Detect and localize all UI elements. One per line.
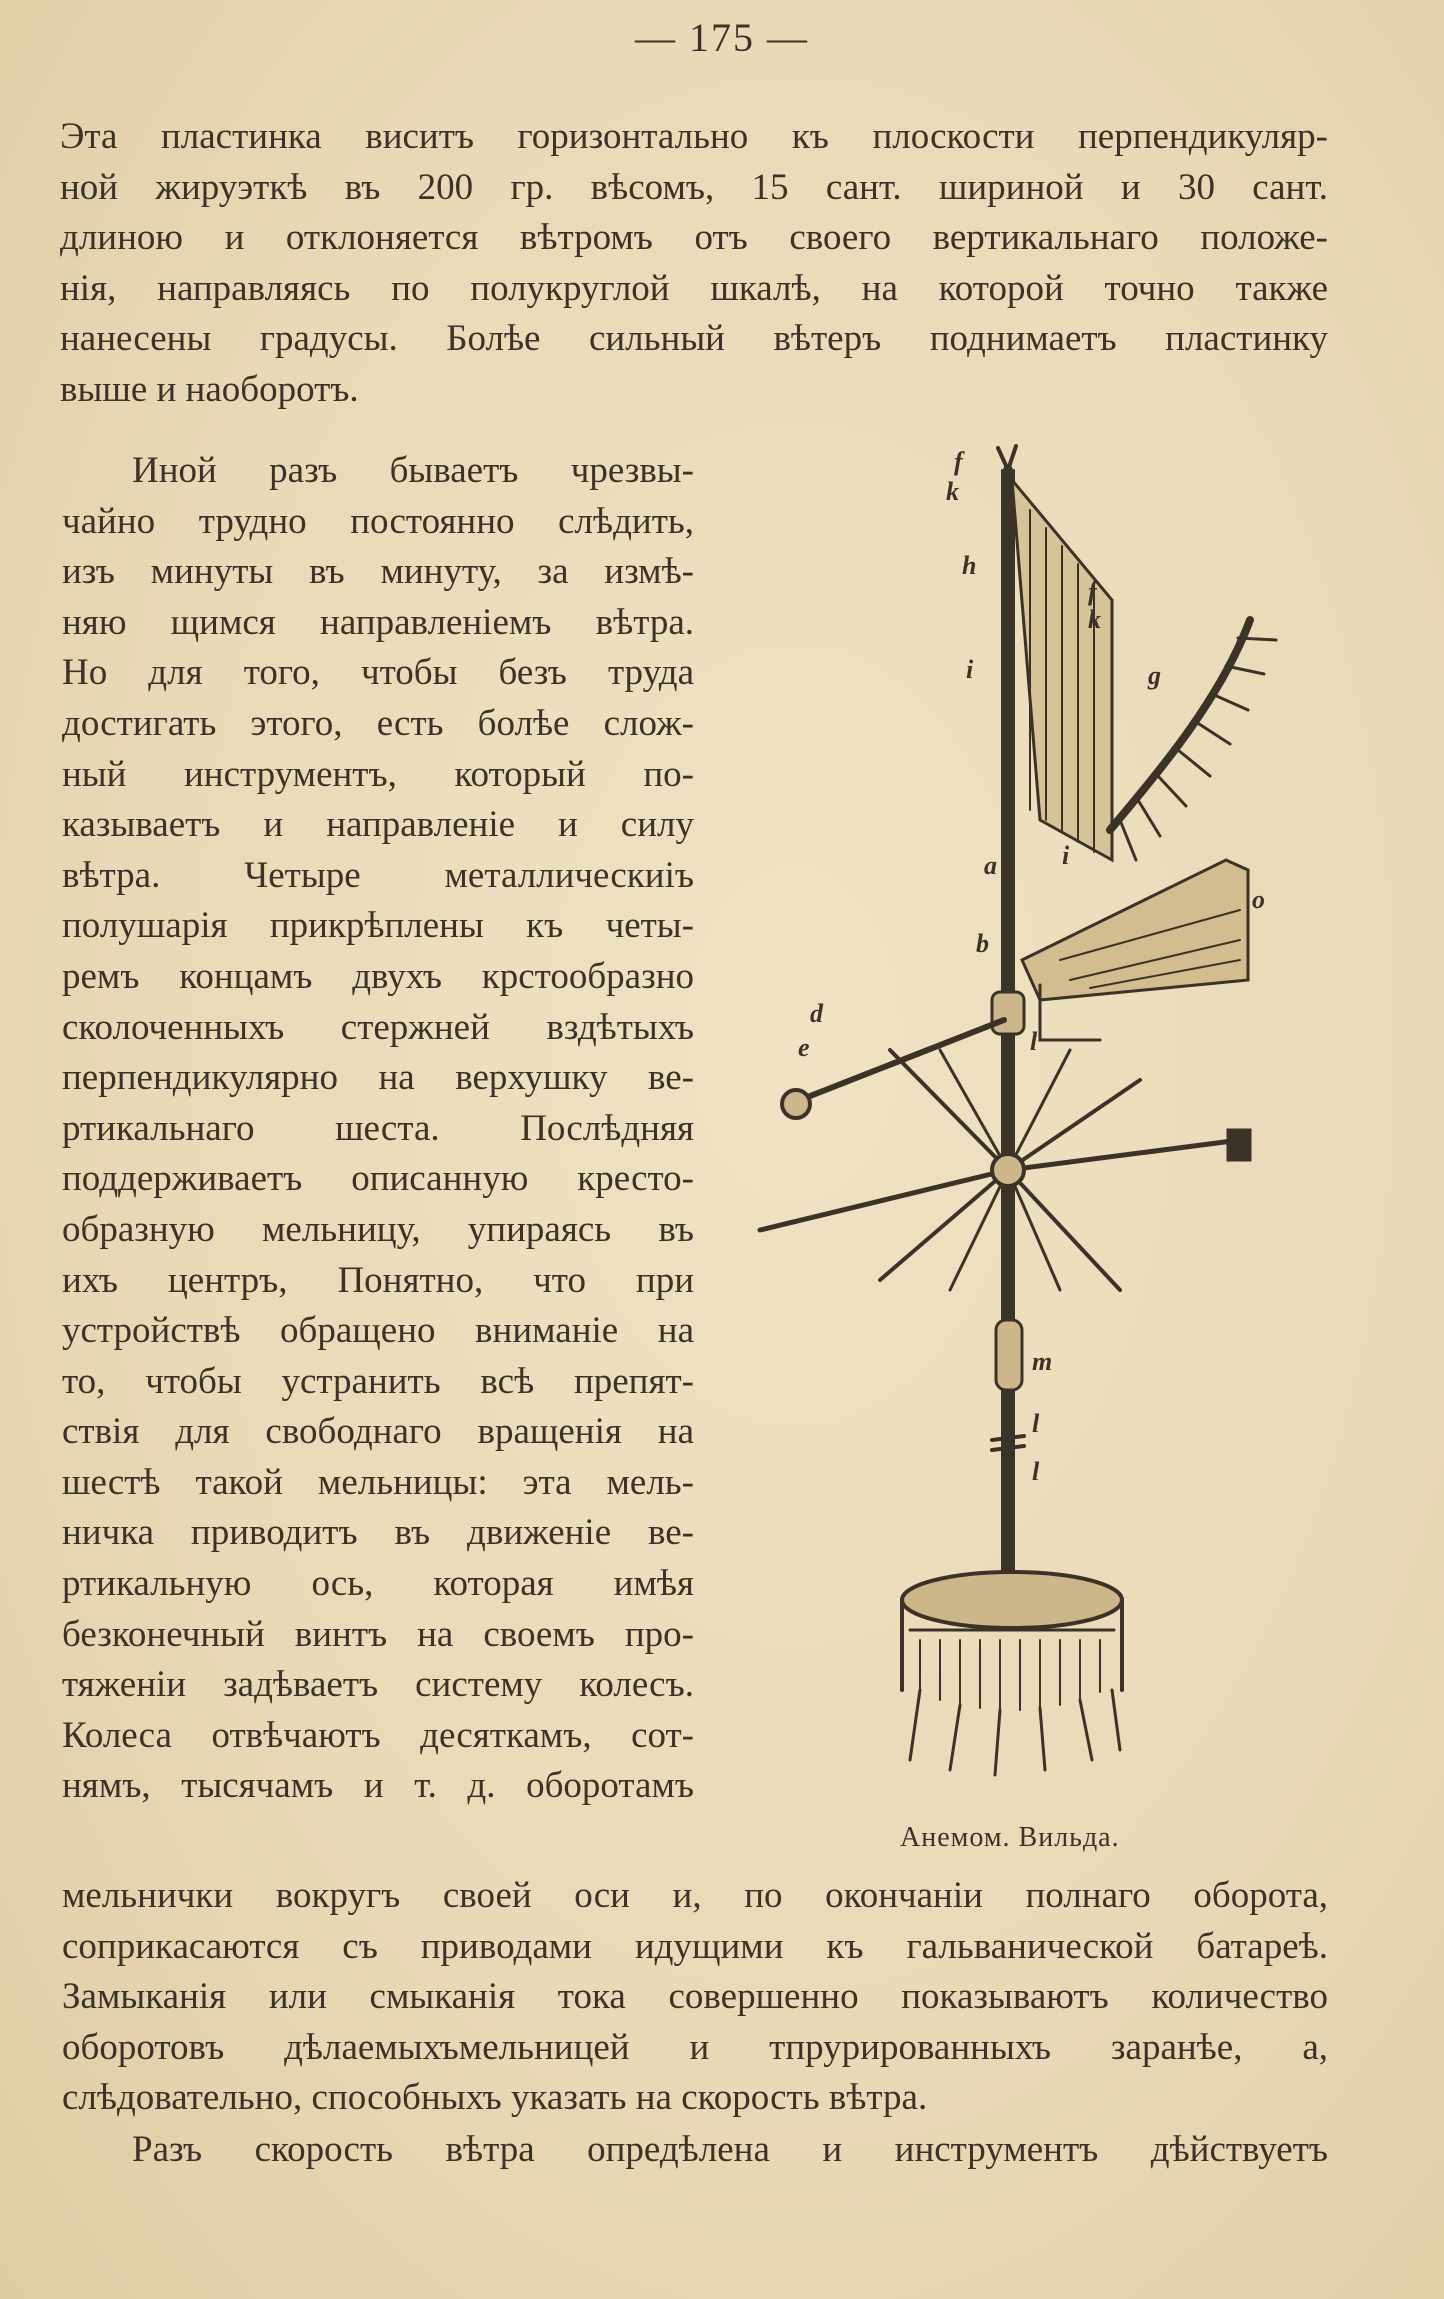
text-line: изъ минуты въ минуту, за измѣ- <box>62 551 694 593</box>
text-line: нанесены градусы. Болѣе сильный вѣтеръ поднимаетъ пластинку <box>60 318 1328 360</box>
text-line: безконечный винтъ на своемъ про- <box>62 1613 694 1655</box>
label-m: m <box>1032 1347 1053 1376</box>
text-line: перпендикулярно на верхушку ве- <box>62 1057 694 1099</box>
text-line: ртикальную ось, которая имѣя <box>62 1563 694 1605</box>
text-line: Эта пластинка виситъ горизонтально къ плоскости перпендикуляр- <box>60 116 1328 157</box>
text-line: чайно трудно постоянно слѣдить, <box>62 500 694 542</box>
text-line: полушарія прикрѣплены къ четы- <box>62 905 694 947</box>
text-line: тяженіи задѣваетъ систему колесъ. <box>62 1664 694 1706</box>
text-line: соприкасаются съ приводами идущими къ гальванической батареѣ. <box>62 1925 1328 1967</box>
text-line: выше и наоборотъ. <box>60 368 359 410</box>
label-f-right: f <box>1088 577 1097 606</box>
text-line: сколоченныхъ стержней вздѣтыхъ <box>62 1006 694 1048</box>
text-line: вѣтра. Четыре металлическиіъ <box>62 854 694 896</box>
label-f-top: f <box>954 447 963 476</box>
label-i-left: i <box>966 655 974 684</box>
text-line: Иной разъ бываетъ чрезвы- <box>132 450 694 491</box>
label-l-2: l <box>1032 1409 1040 1438</box>
text-line: ничка приводитъ въ движеніе ве- <box>62 1512 694 1554</box>
text-line: ный инструментъ, который по- <box>62 753 694 795</box>
paragraph-2-column <box>62 446 694 1812</box>
text-line: шестѣ такой мельницы: эта мель- <box>62 1461 694 1503</box>
text-line: казываетъ и направленіе и силу <box>62 804 694 846</box>
text-line: устройствѣ обращено вниманіе на <box>62 1310 694 1352</box>
label-b: b <box>976 929 989 958</box>
label-k-right: k <box>1088 605 1101 634</box>
text-line: няю щимся направленіемъ вѣтра. <box>62 601 694 643</box>
figure-caption: Анемом. Вильда. <box>900 1822 1120 1853</box>
label-g: g <box>1148 661 1161 690</box>
text-line: Разъ скорость вѣтра опредѣлена и инструментъ дѣйствуетъ <box>132 2129 1328 2170</box>
label-k-top: k <box>946 477 959 506</box>
text-line: образную мельницу, упираясь въ <box>62 1208 694 1250</box>
label-o: o <box>1252 885 1265 914</box>
text-line: ремъ концамъ двухъ крстообразно <box>62 955 694 997</box>
page-number: — 175 — <box>635 15 809 60</box>
text-line: ихъ центръ, Понятно, что при <box>62 1259 694 1301</box>
paragraph-2-continuation <box>62 1871 1328 2124</box>
label-e: e <box>798 1033 810 1062</box>
text-line: Но для того, чтобы безъ труда <box>62 652 694 694</box>
text-line: нія, направляясь по полукруглой шкалѣ, на которой точно также <box>60 267 1328 309</box>
text-line: ртикальнаго шеста. Послѣдняя <box>62 1107 694 1149</box>
text-line: ствія для свободнаго вращенія на <box>62 1411 694 1453</box>
text-line: слѣдовательно, способныхъ указать на скорость вѣтра. <box>62 2077 928 2119</box>
text-line: ной жируэткѣ въ 200 гр. вѣсомъ, 15 сант. шириной и 30 сант. <box>60 166 1328 208</box>
text-line: поддерживаетъ описанную кресто- <box>62 1158 694 1200</box>
label-h: h <box>962 551 977 580</box>
text-line: Замыканія или смыканія тока совершенно показываютъ количество <box>62 1976 1328 2018</box>
label-i-right: i <box>1062 841 1070 870</box>
label-a: a <box>984 851 997 880</box>
text-line: достигать этого, есть болѣе слож- <box>62 702 694 744</box>
label-d: d <box>810 999 823 1028</box>
label-l-1: l <box>1030 1027 1038 1056</box>
text-line: то, чтобы устранить всѣ препят- <box>62 1360 694 1402</box>
anemometer-illustration <box>740 440 1300 1820</box>
paragraph-1 <box>60 112 1328 416</box>
text-line: оборотовъ дѣлаемыхъмельницей и тпрурированныхъ заранѣе, а, <box>62 2026 1328 2068</box>
label-l-3: l <box>1032 1457 1040 1486</box>
paragraph-3 <box>132 2125 1328 2176</box>
text-line: длиною и отклоняется вѣтромъ отъ своего вертикальнаго положе- <box>60 217 1328 259</box>
text-line: Колеса отвѣчаютъ десяткамъ, сот- <box>62 1714 694 1756</box>
text-line: мельнички вокругъ своей оси и, по окончаніи полнаго оборота, <box>62 1875 1328 1916</box>
text-line: нямъ, тысячамъ и т. д. оборотамъ <box>62 1765 694 1807</box>
